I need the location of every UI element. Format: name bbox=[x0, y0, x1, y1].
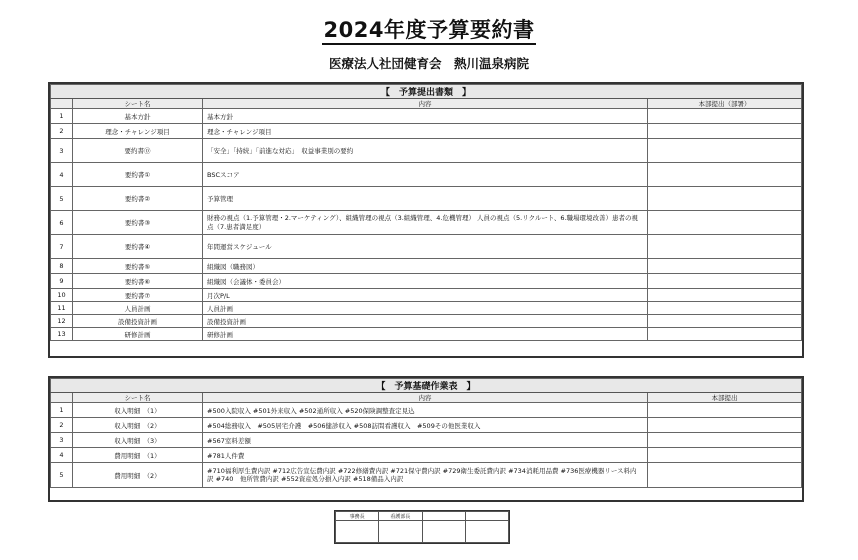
approval-label: 事務長 bbox=[336, 512, 379, 521]
section-title: 【 予算提出書類 】 bbox=[51, 85, 802, 99]
table-row: 8 要約書⑤ 組織図（職務図） bbox=[51, 259, 802, 274]
table-row: 10 要約書⑦ 月次P/L bbox=[51, 289, 802, 302]
col-no bbox=[51, 393, 73, 403]
table-row: 13 研修計画 研修計画 bbox=[51, 328, 802, 341]
organization-name: 医療法人社団健育会 熱川温泉病院 bbox=[328, 56, 529, 71]
col-sheet-name: シート名 bbox=[73, 99, 203, 109]
stamp-box bbox=[379, 521, 422, 543]
stamp-box bbox=[422, 521, 465, 543]
col-no bbox=[51, 99, 73, 109]
approval-label bbox=[422, 512, 465, 521]
approval-label bbox=[465, 512, 508, 521]
table-row: 2 理念・チャレンジ項目 理念・チャレンジ項目 bbox=[51, 124, 802, 139]
table-row: 2 収入明細 （2） #504総務収入 #505居宅介護 #506健診収入 #508訪問看護収入 #509その他医業収入 bbox=[51, 418, 802, 433]
table-row: 3 要約書⓪ 「安全」「持続」「前進な対応」 収益事業別の要約 bbox=[51, 139, 802, 163]
table-row: 9 要約書⑥ 組織図（会議体・委員会） bbox=[51, 274, 802, 289]
table-row: 4 費用明細 （1） #781人件費 bbox=[51, 448, 802, 463]
col-content: 内容 bbox=[203, 99, 648, 109]
table-row: 11 人員計画 人員計画 bbox=[51, 302, 802, 315]
table-row: 12 設備投資計画 設備投資計画 bbox=[51, 315, 802, 328]
stamp-box bbox=[336, 521, 379, 543]
approval-label: 看護部長 bbox=[379, 512, 422, 521]
stamp-box bbox=[465, 521, 508, 543]
table-row: 7 要約書④ 年間運営スケジュール bbox=[51, 235, 802, 259]
col-dept: 本部提出 bbox=[648, 393, 802, 403]
approval-stamp-boxes bbox=[334, 510, 510, 544]
table-row: 4 要約書① BSCスコア bbox=[51, 163, 802, 187]
section-title: 【 予算基礎作業表 】 bbox=[51, 379, 802, 393]
table-row: 6 要約書③ 財務の視点（1.予算管理・2.マーケティング）、組織管理の視点（3.組織管理、4.危機管理） 人員の視点（5.リクルート、6.職場環境改善）患者の視点（7.患者満足度） bbox=[51, 211, 802, 235]
document-title: 2024年度予算要約書 bbox=[0, 14, 858, 44]
table-row: 5 費用明細 （2） #710福利厚生費内訳 #712広告宣伝費内訳 #722修繕費内訳 #721保守費内訳 #729衛生委託費内訳 #734消耗用品費 #736医療機器リース料内訳 #740 他所管費内訳 #552資産処分損入内訳 #518備品入内訳 bbox=[51, 463, 802, 488]
submission-documents-table bbox=[48, 82, 804, 358]
table-row: 1 基本方針 基本方針 bbox=[51, 109, 802, 124]
table-row: 3 収入明細 （3） #567室料差額 bbox=[51, 433, 802, 448]
col-sheet-name: シート名 bbox=[73, 393, 203, 403]
table-row: 1 収入明細 （1） #500入院収入 #501外来収入 #502通所収入 #520保険調整査定見込 bbox=[51, 403, 802, 418]
table-row: 5 要約書② 予算管理 bbox=[51, 187, 802, 211]
col-dept: 本部提出（部署） bbox=[648, 99, 802, 109]
col-content: 内容 bbox=[203, 393, 648, 403]
budget-worksheets-table bbox=[48, 376, 804, 502]
